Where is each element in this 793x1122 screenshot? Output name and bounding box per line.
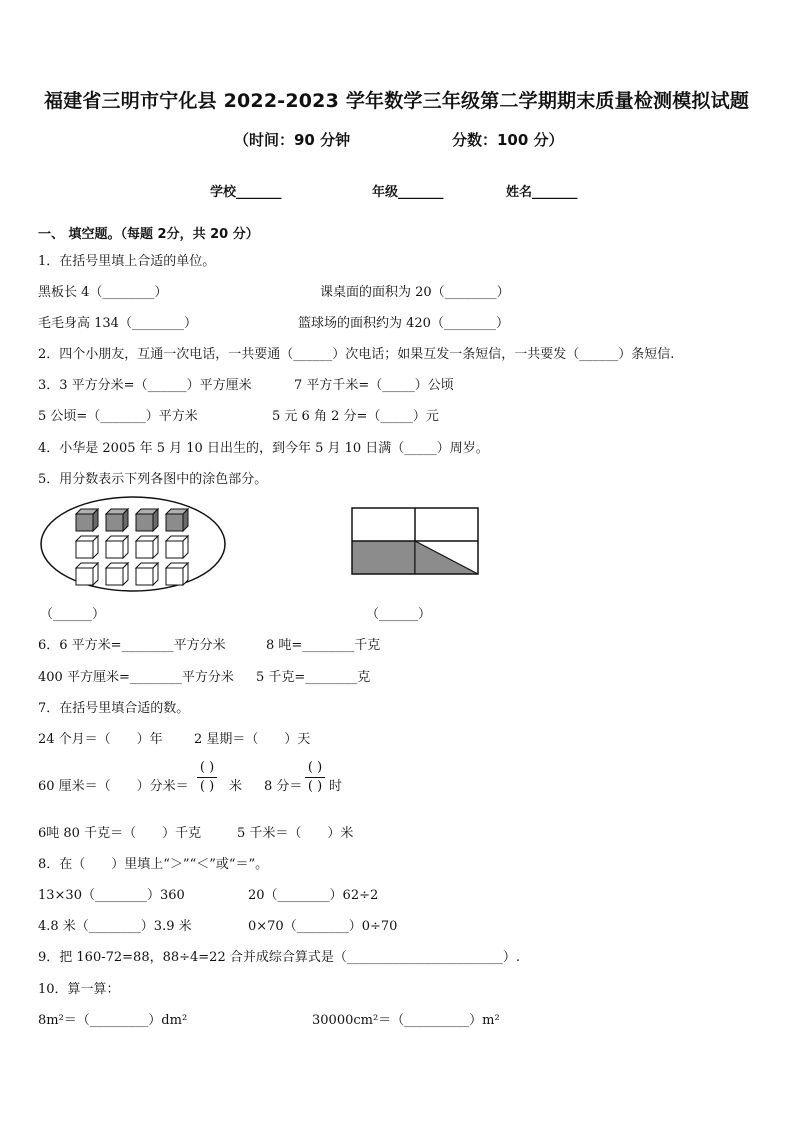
q10-b: 30000cm²＝（__________）m² <box>312 1013 500 1028</box>
q8-c: 4.8 米（________）3.9 米 <box>38 919 192 934</box>
name-field: 姓名_______ <box>506 185 578 200</box>
q3-d: 5 元 6 角 2 分=（_____）元 <box>272 409 439 424</box>
school-field: 学校_______ <box>210 185 282 200</box>
exam-score: 分数：100 分） <box>452 131 564 149</box>
cube <box>166 536 188 558</box>
page-title: 福建省三明市宁化县 2022-2023 学年数学三年级第二学期期末质量检测模拟试题 <box>43 90 750 112</box>
q3-b: 7 平方千米=（_____）公顷 <box>294 378 454 393</box>
cube <box>76 536 98 558</box>
q7-b: 2 星期＝（ ）天 <box>194 732 311 747</box>
ellipse-outline <box>41 497 225 591</box>
rectangle-figure <box>351 507 481 577</box>
cube <box>136 536 158 558</box>
q8-d: 0×70（________）0÷70 <box>248 919 398 934</box>
q8-b: 20（________）62÷2 <box>248 888 379 903</box>
q10-a: 8m²＝（_________）dm² <box>38 1013 188 1028</box>
shaded-half-cell <box>352 541 415 574</box>
cube <box>166 563 188 585</box>
q4-stem: 4．小华是 2005 年 5 月 10 日出生的，到今年 5 月 10 日满（_____）周岁。 <box>38 441 489 456</box>
q2-stem: 2．四个小朋友，互通一次电话，一共要通（______）次电话；如果互发一条短信，一共要发（______）条短信. <box>38 347 675 362</box>
q7-f: 5 千米＝（ ）米 <box>237 826 354 841</box>
q5-stem: 5．用分数表示下列各图中的涂色部分。 <box>38 472 268 487</box>
q7-a: 24 个月＝（ ）年 <box>38 732 163 747</box>
q7-d-unit: 时 <box>329 779 343 794</box>
q6-a: 6．6 平方米=________平方分米 <box>38 638 226 653</box>
q7-c-unit: 米 <box>229 779 243 794</box>
q6-b: 8 吨=________千克 <box>266 638 381 653</box>
q9-stem: 9．把 160-72=88，88÷4=22 合并成综合算式是（________________________）. <box>38 950 520 965</box>
q1-stem: 1．在括号里填上合适的单位。 <box>38 254 216 269</box>
cube <box>136 563 158 585</box>
q5-answer-right: （______） <box>366 607 432 622</box>
section-title: 一、 填空题。（每题 2分，共 20 分） <box>38 227 259 242</box>
q7-e: 6吨 80 千克＝（ ）千克 <box>38 826 202 841</box>
q7-d-text: 8 分＝ <box>264 779 303 794</box>
fraction-numerator: ( ) <box>307 760 323 775</box>
q3-c: 5 公顷=（_______）平方米 <box>38 409 198 424</box>
cube <box>76 563 98 585</box>
cubes-figure <box>38 494 228 594</box>
q7-stem: 7．在括号里填合适的数。 <box>38 701 190 716</box>
q1-a: 黑板长 4（________） <box>38 285 168 300</box>
shaded-cube <box>166 509 188 531</box>
q1-c: 毛毛身高 134（________） <box>38 316 197 331</box>
q1-d: 篮球场的面积约为 420（________） <box>298 316 509 331</box>
grade-field: 年级_______ <box>372 185 444 200</box>
q7-c-fraction <box>197 760 217 795</box>
fraction-numerator: ( ) <box>199 760 215 775</box>
q3-a: 3．3 平方分米=（______）平方厘米 <box>38 378 252 393</box>
exam-time: （时间：90 分钟 <box>234 131 351 149</box>
q6-d: 5 千克=________克 <box>256 670 371 685</box>
cube <box>106 536 128 558</box>
q5-answer-left: （______） <box>40 607 106 622</box>
q1-b: 课桌面的面积为 20（________） <box>320 285 510 300</box>
q8-stem: 8．在（ ）里填上“＞”“＜”或“＝”。 <box>38 857 269 872</box>
shaded-cube <box>76 509 98 531</box>
q7-c-text: 60 厘米＝（ ）分米＝ <box>38 779 189 794</box>
shaded-cube <box>136 509 158 531</box>
q6-c: 400 平方厘米=________平方分米 <box>38 670 234 685</box>
q8-a: 13×30（________）360 <box>38 888 185 903</box>
q7-d-fraction <box>305 760 325 795</box>
fraction-denominator: ( ) <box>199 779 215 794</box>
shaded-cube <box>106 509 128 531</box>
q10-stem: 10．算一算： <box>38 982 120 997</box>
fraction-denominator: ( ) <box>307 779 323 794</box>
cube <box>106 563 128 585</box>
